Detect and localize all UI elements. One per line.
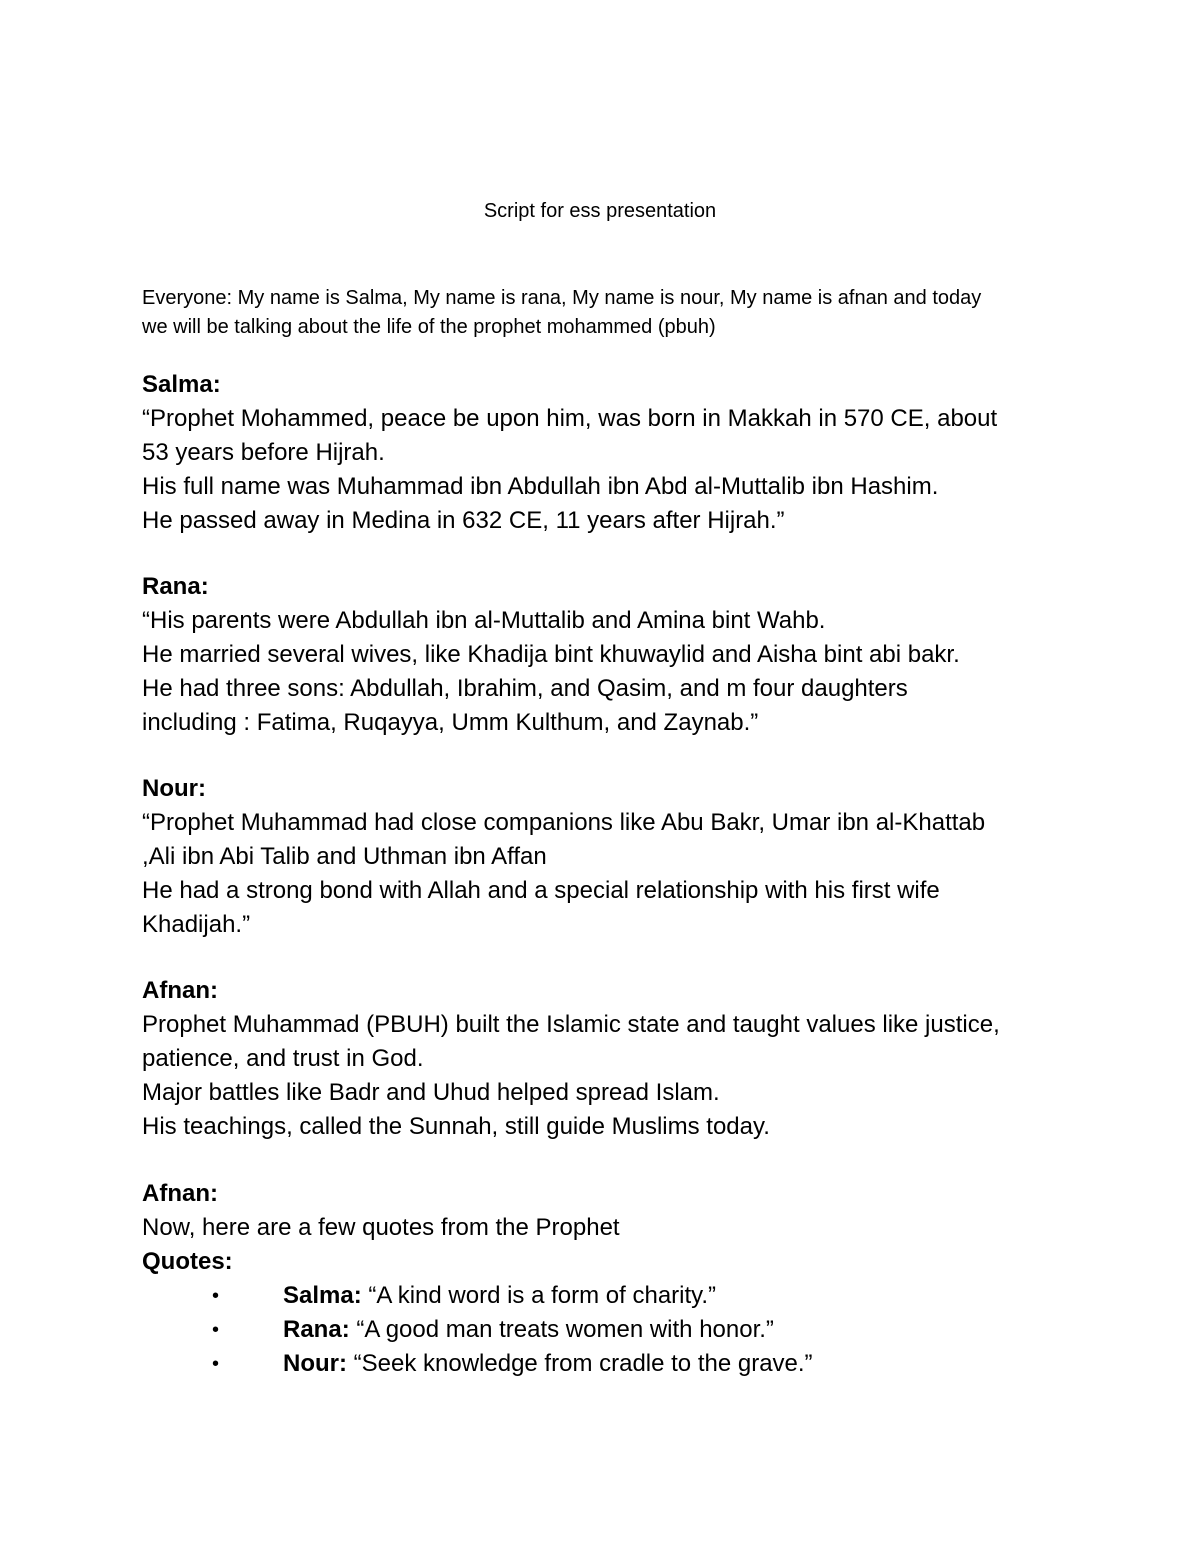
intro-line: we will be talking about the life of the prophet mohammed (pbuh) [142, 316, 716, 338]
bullet-icon: • [212, 1285, 220, 1307]
speaker-heading: Nour: [142, 775, 206, 802]
quote-speaker: Salma: [283, 1282, 362, 1309]
script-line: Prophet Muhammad (PBUH) built the Islamic state and taught values like justice, [142, 1011, 1000, 1038]
section-afnan [142, 974, 1082, 1144]
intro-paragraph [142, 284, 1082, 342]
script-line: “Prophet Muhammad had close companions like Abu Bakr, Umar ibn al-Khattab [142, 809, 986, 836]
script-line: ,Ali ibn Abi Talib and Uthman ibn Affan [142, 843, 547, 870]
script-line: “His parents were Abdullah ibn al-Muttalib and Amina bint Wahb. [142, 607, 826, 634]
quote-text: “A good man treats women with honor.” [349, 1316, 774, 1343]
script-line: He had a strong bond with Allah and a special relationship with his first wife [142, 877, 940, 904]
section-nour [142, 772, 1082, 942]
section-salma [142, 368, 1082, 538]
quote-speaker: Nour: [283, 1350, 347, 1377]
script-line: He passed away in Medina in 632 CE, 11 years after Hijrah.” [142, 507, 785, 534]
quote-text: “Seek knowledge from cradle to the grave.” [346, 1350, 813, 1377]
quote-text: “A kind word is a form of charity.” [361, 1282, 717, 1309]
script-line: “Prophet Mohammed, peace be upon him, was born in Makkah in 570 CE, about [142, 405, 998, 432]
quote-speaker: Rana: [283, 1316, 350, 1343]
script-line: His full name was Muhammad ibn Abdullah ibn Abd al-Muttalib ibn Hashim. [142, 473, 939, 500]
quotes-list [142, 1279, 1082, 1381]
speaker-heading: Afnan: [142, 977, 218, 1004]
speaker-heading: Salma: [142, 371, 221, 398]
speaker-heading: Afnan: [142, 1180, 218, 1207]
script-line: including : Fatima, Ruqayya, Umm Kulthum, and Zaynab.” [142, 709, 759, 736]
bullet-icon: • [212, 1353, 220, 1375]
section-rana [142, 570, 1082, 740]
intro-line: Everyone: My name is Salma, My name is rana, My name is nour, My name is afnan and today [142, 287, 982, 309]
quote-item [142, 1347, 1082, 1381]
section-afnan-quotes [142, 1177, 1082, 1381]
bullet-icon: • [212, 1319, 220, 1341]
script-line: Now, here are a few quotes from the Prophet [142, 1214, 620, 1241]
script-line: patience, and trust in God. [142, 1045, 424, 1072]
script-line: Major battles like Badr and Uhud helped spread Islam. [142, 1079, 720, 1106]
script-line: Khadijah.” [142, 911, 251, 938]
script-line: He married several wives, like Khadija bint khuwaylid and Aisha bint abi bakr. [142, 641, 960, 668]
document-title: Script for ess presentation [483, 200, 717, 222]
quote-item [142, 1313, 1082, 1347]
script-line: His teachings, called the Sunnah, still guide Muslims today. [142, 1113, 770, 1140]
speaker-heading: Rana: [142, 573, 209, 600]
script-line: He had three sons: Abdullah, Ibrahim, and Qasim, and m four daughters [142, 675, 908, 702]
quotes-heading: Quotes: [142, 1248, 233, 1275]
script-line: 53 years before Hijrah. [142, 439, 385, 466]
quote-item [142, 1279, 1082, 1313]
